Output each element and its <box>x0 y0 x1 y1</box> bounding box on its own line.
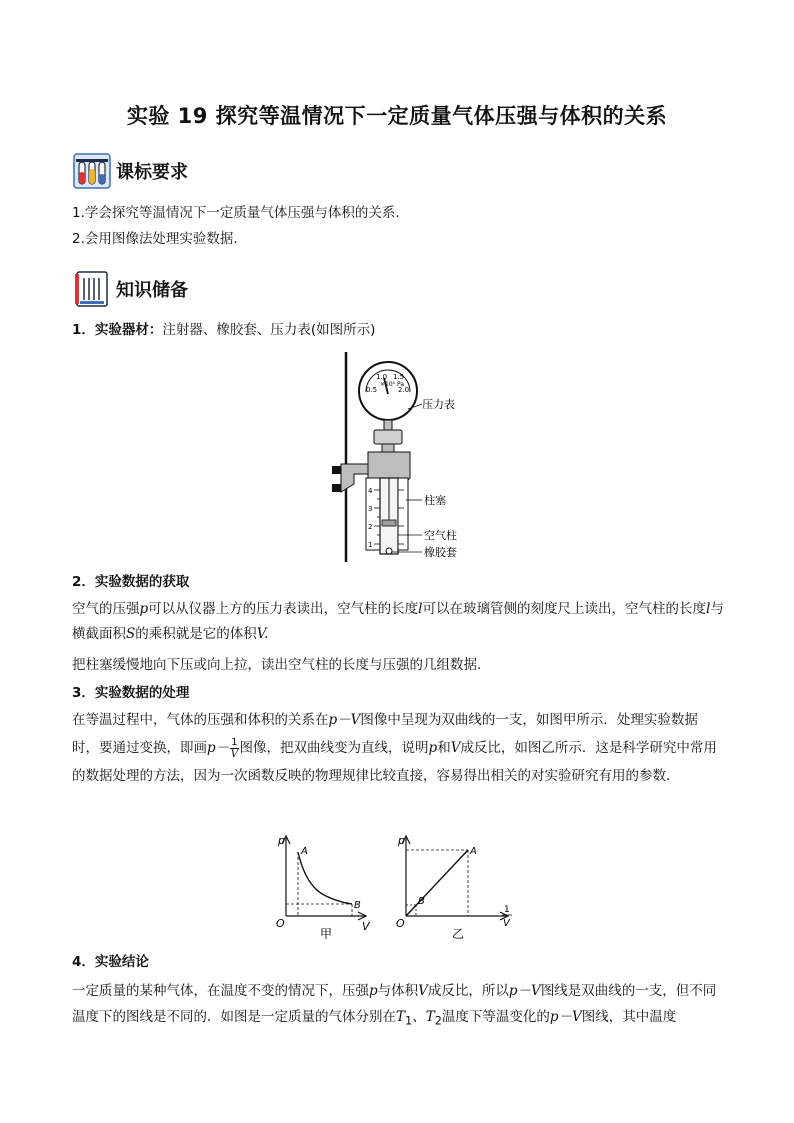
apparatus-figure <box>318 352 478 564</box>
point-b-label: B <box>354 900 361 911</box>
item1-line <box>72 320 375 340</box>
item1-head: 1．实验器材： <box>72 322 163 338</box>
ruler-tick-label: 1 <box>368 541 373 549</box>
axis-label-x-denominator: V <box>503 918 510 929</box>
axis-label-y: p <box>278 834 285 847</box>
point-b-label: B <box>418 896 425 907</box>
point-a-label: A <box>301 846 308 857</box>
section-title-curriculum: 课标要求 <box>116 162 188 183</box>
notebook-icon <box>72 268 112 308</box>
graph-caption: 甲 <box>320 927 333 941</box>
label-rubber-cap: 橡胶套 <box>424 546 457 559</box>
gauge-unit: ×10⁵ Pa <box>380 381 404 388</box>
point-a-label: A <box>470 846 477 857</box>
rubber-cap <box>386 548 392 554</box>
gauge-tick-label: 1.5 <box>393 373 405 381</box>
axis-label-x-numerator: 1 <box>504 905 510 915</box>
section-title-knowledge: 知识储备 <box>116 280 188 301</box>
item2-head: 2．实验数据的获取 <box>72 574 190 590</box>
graph-jia <box>270 832 380 942</box>
connector-nut <box>374 430 402 444</box>
origin-label: O <box>396 917 405 930</box>
ruler-tick-label: 4 <box>368 487 373 495</box>
page-title: 实验 19 探究等温情况下一定质量气体压强与体积的关系 <box>126 104 668 128</box>
axis-label-x: V <box>362 920 370 933</box>
item3-paragraph: 在等温过程中，气体的压强和体积的关系在p－V图像中呈现为双曲线的一支，如图甲所示．处理实验数据时，要通过变换，即画p－ $\frac{1}{V}$ 图像，把双曲线变为直线，说明p和V成反比，如图乙所示．这是科学研究中常用的数据处理的方法，因为一次函数反映的物理规律比较直接，容易得出相关的对实验研究有用的参数． <box>72 712 717 784</box>
gauge-tick-label: 2.0 <box>398 386 410 394</box>
item4-paragraph: 一定质量的某种气体，在温度不变的情况下，压强p与体积V成反比，所以p－V图线是双曲线的一支，但不同温度下的图线是不同的．如图是一定质量的气体分别在$T_1$、$T_2$温度下等温变化的p－V图线，其中温度 <box>72 983 717 1028</box>
label-gauge: 压力表 <box>422 398 455 411</box>
item2-paragraph-2: 把柱塞缓慢地向下压或向上拉，读出空气柱的长度与压强的几组数据. <box>72 657 482 673</box>
axis-label-y: p <box>398 834 405 847</box>
item2-paragraph: 空气的压强p可以从仪器上方的压力表读出，空气柱的长度l可以在玻璃管侧的刻度尺上读出，空气柱的长度l与横截面积S的乘积就是它的体积V. <box>72 601 724 642</box>
item4-head: 4．实验结论 <box>72 954 149 970</box>
clamp-screw-upper <box>332 466 341 474</box>
test-tubes-icon <box>72 150 112 190</box>
ruler-tick-label: 2 <box>368 523 373 531</box>
plunger <box>382 520 396 526</box>
graph-yi <box>390 832 520 942</box>
clamp-screw-lower <box>332 484 341 492</box>
ruler-tick-label: 3 <box>368 505 373 513</box>
graph-caption: 乙 <box>452 927 465 941</box>
isotherm-curve <box>298 852 352 904</box>
line-through-origin <box>406 850 468 916</box>
origin-label: O <box>276 917 285 930</box>
label-plunger: 柱塞 <box>424 494 446 507</box>
item1-text: 注射器、橡胶套、压力表(如图所示) <box>162 322 376 338</box>
requirement-item: 1.学会探究等温情况下一定质量气体压强与体积的关系. <box>72 205 400 221</box>
gauge-tick-label: 1.0 <box>376 373 388 381</box>
gauge-tick-label: 0.5 <box>366 386 378 394</box>
label-air-column: 空气柱 <box>424 529 457 542</box>
requirement-item: 2.会用图像法处理实验数据. <box>72 231 238 247</box>
item3-head: 3．实验数据的处理 <box>72 685 190 701</box>
